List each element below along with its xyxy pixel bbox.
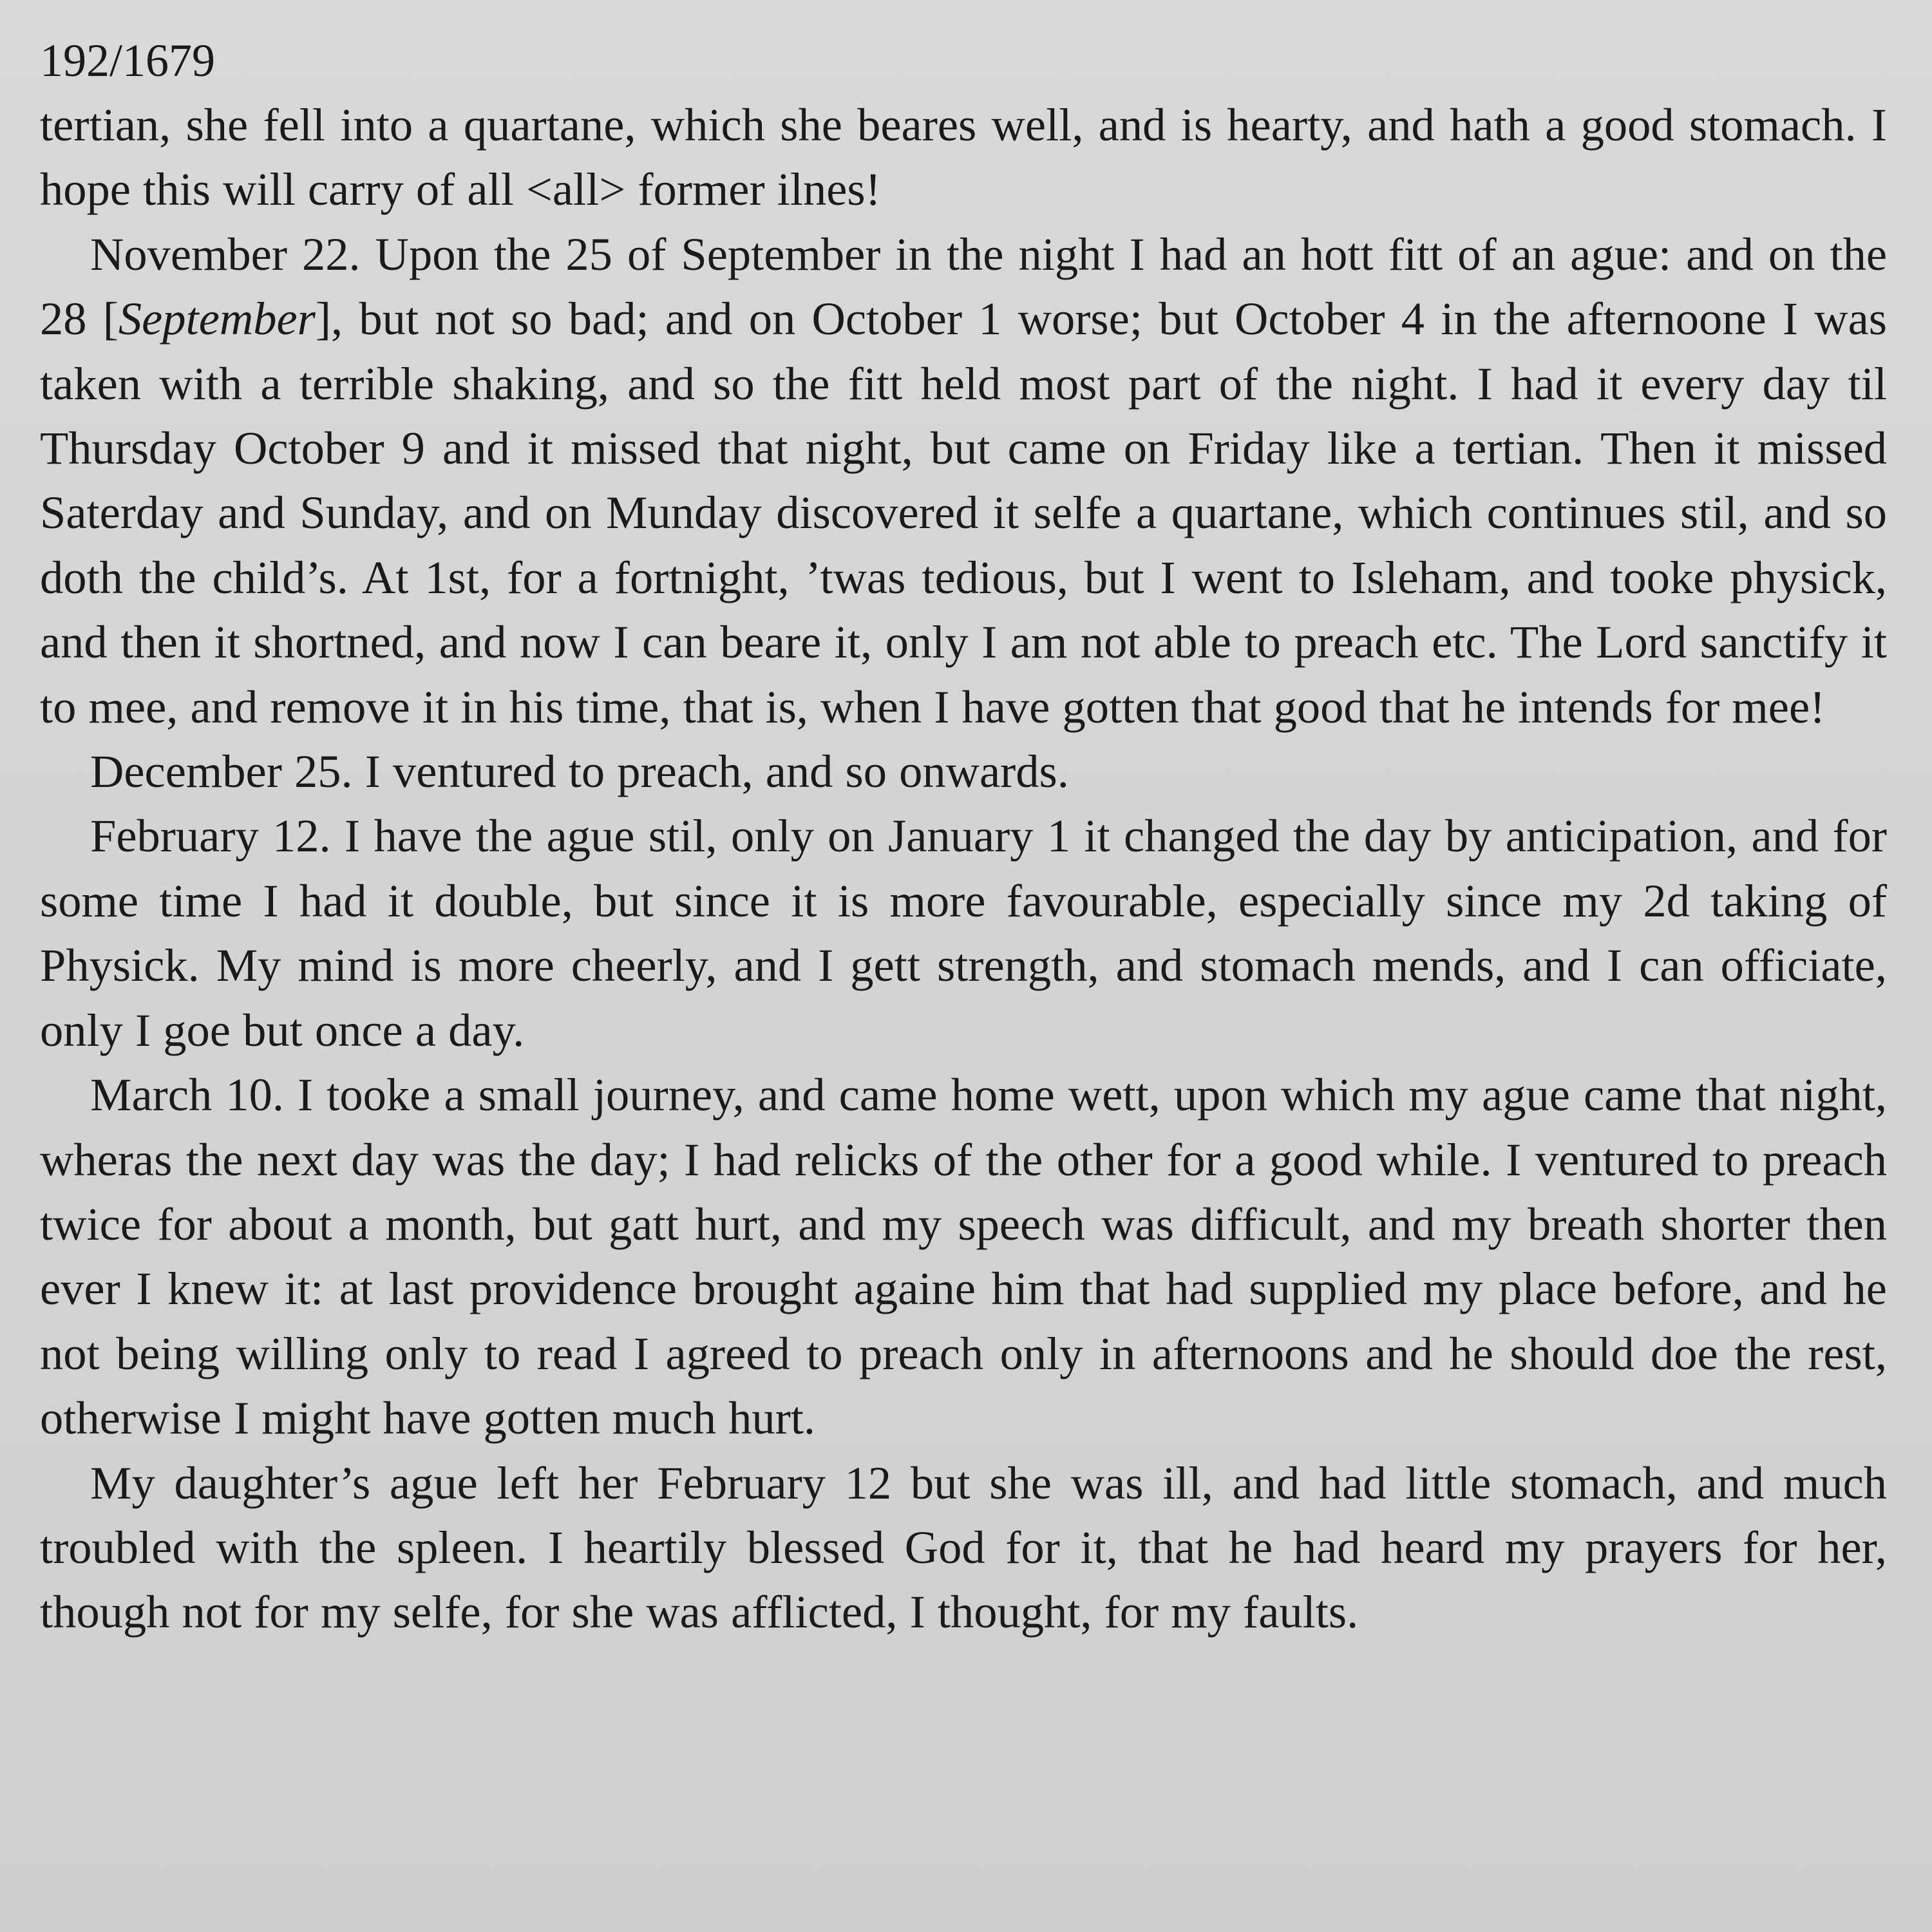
editorial-insertion-italic: September [118, 292, 316, 345]
paragraph-continuation: tertian, she fell into a quartane, which she beares well, and is hearty, and hath a good stomach. I hope this will carry of all <all> former ilnes! [40, 99, 1887, 216]
page-number: 192/1679 [40, 35, 216, 86]
paragraph-december-25: December 25. I ventured to preach, and so onwards. [90, 745, 1069, 798]
paragraph-november-22-rest: ], but not so bad; and on October 1 worse; but October 4 in the afternoone I was taken with a terrible shaking, and so the fitt held most part of the night. I had it every day til Thursday October 9 and it missed that night, but came on Friday like a tertian. Then it missed Saterday and Sunday, and on Munday discovered it selfe a quartane, which continues stil, and so doth the child’s. At 1st, for a fortnight, ’twas tedious, but I went to Isleham, and tooke physick, and then it shortned, and now I can beare it, only I am not able to preach etc. The Lord sanctify it to mee, and remove it in his time, that is, when I have gotten that good that he intends for mee! [40, 292, 1887, 733]
paragraph-daughters-ague: My daughter’s ague left her February 12 but she was ill, and had little stomach, and much troubled with the spleen. I heartily blessed God for it, that he had heard my prayers for her, though not for my selfe, for she was afflicted, I thought, for my faults. [40, 1456, 1887, 1638]
paragraph-november-22 [40, 222, 1887, 739]
paragraph-march-10: March 10. I tooke a small journey, and came home wett, upon which my ague came that night, wheras the next day was the day; I had relicks of the other for a good while. I ventured to preach twice for about a month, but gatt hurt, and my speech was difficult, and my breath shorter then ever I knew it: at last providence brought againe him that had supplied my place before, and he not being willing only to read I agreed to preach only in afternoons and he should doe the rest, otherwise I might have gotten much hurt. [40, 1068, 1887, 1444]
paragraph-november-22-start: November 22. Upon the 25 of September in the night I had an hott fitt of an ague: and on the 28 [ [40, 227, 1887, 345]
paragraph-february-12: February 12. I have the ague stil, only on January 1 it changed the day by anticipation, and for some time I had it double, but since it is more favourable, especially since my 2d taking of Physick. My mind is more cheerly, and I gett strength, and stomach mends, and I can officiate, only I goe but once a day. [40, 810, 1887, 1056]
